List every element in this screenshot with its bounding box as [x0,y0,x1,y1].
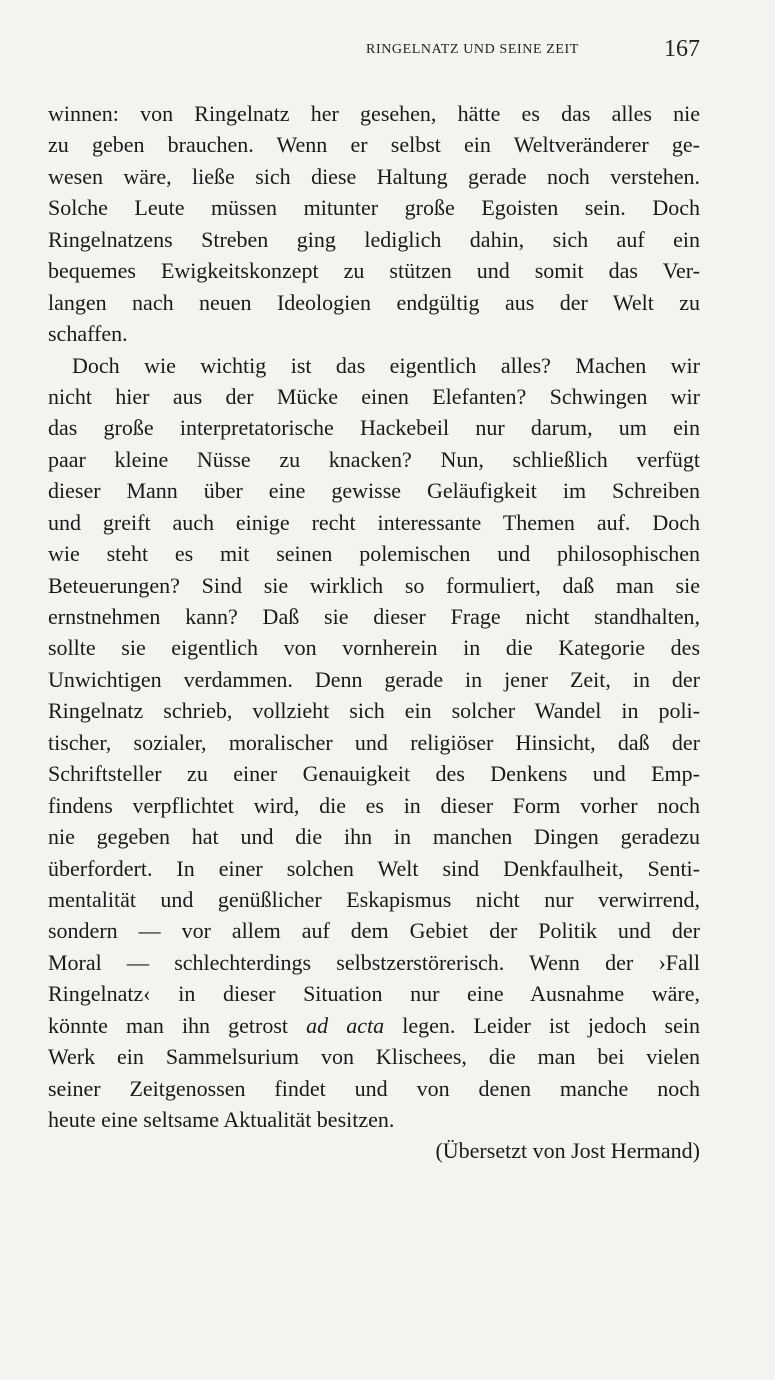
text-line: wesen wäre, ließe sich diese Haltung gerade noch verstehen. [48,163,700,189]
text-line: Ringelnatz‹ in dieser Situation nur eine Ausnahme wäre, [48,981,700,1007]
text-segment: könnte man ihn getrost [48,1012,289,1038]
text-line: Schriftsteller zu einer Genauigkeit des Denkens und Emp- [48,761,700,787]
text-line: dieser Mann über eine gewisse Geläufigkeit im Schreiben [48,478,700,504]
text-line: Beteuerungen? Sind sie wirklich so formuliert, daß man sie [48,572,700,598]
text-line: bequemes Ewigkeitskonzept zu stützen und somit das Ver- [48,258,700,284]
italic-phrase: ad acta [306,1012,385,1038]
running-head [48,36,700,64]
text-line: heute eine seltsame Aktualität besitzen. [48,1107,395,1132]
text-line [48,1010,700,1041]
text-line: ernstnehmen kann? Daß sie dieser Frage nicht standhalten, [48,604,700,629]
text-line: überfordert. In einer solchen Welt sind Denkfaulheit, Senti- [48,855,700,881]
text-line: das große interpretatorische Hackebeil nur darum, um ein [48,415,700,441]
text-line: sondern — vor allem auf dem Gebiet der Politik und der [48,918,700,944]
running-title: RINGELNATZ UND SEINE ZEIT [366,42,579,57]
text-line: Solche Leute müssen mitunter große Egoisten sein. Doch [48,195,700,221]
text-line: sollte sie eigentlich von vornherein in die Kategorie des [48,635,700,661]
text-line: Werk ein Sammelsurium von Klischees, die man bei vielen [48,1044,700,1070]
text-line: wie steht es mit seinen polemischen und philosophischen [48,541,700,567]
text-line: mentalität und genüßlicher Eskapismus nicht nur verwirrend, [48,886,700,912]
text-line: langen nach neuen Ideologien endgültig aus der Welt zu [48,289,700,315]
text-line: und greift auch einige recht interessante Themen auf. Doch [48,509,700,535]
text-line: paar kleine Nüsse zu knacken? Nun, schließlich verfügt [48,446,700,472]
body-text [48,98,700,1167]
text-line: Ringelnatz schrieb, vollzieht sich ein solcher Wandel in poli- [48,698,700,724]
text-line: Moral — schlechterdings selbstzerstörerisch. Wenn der ›Fall [48,949,700,975]
text-line: Doch wie wichtig ist das eigentlich alles? Machen wir [72,352,700,378]
text-line: tischer, sozialer, moralischer und religiöser Hinsicht, daß der [48,729,700,755]
text-line: winnen: von Ringelnatz her gesehen, hätte es das alles nie [48,101,700,126]
text-line: schaffen. [48,321,128,347]
text-segment: legen. Leider ist jedoch sein [402,1012,700,1038]
text-line: Unwichtigen verdammen. Denn gerade in jener Zeit, in der [48,666,700,692]
text-line: seiner Zeitgenossen findet und von denen manche noch [48,1075,700,1101]
text-line: findens verpflichtet wird, die es in dieser Form vorher noch [48,792,700,818]
page-number: 167 [664,36,700,62]
text-line: nie gegeben hat und die ihn in manchen Dingen geradezu [48,824,700,850]
text-line: zu geben brauchen. Wenn er selbst ein Weltveränderer ge- [48,132,700,158]
translator-note: (Übersetzt von Jost Hermand) [435,1138,700,1164]
text-line: Ringelnatzens Streben ging lediglich dahin, sich auf ein [48,226,700,252]
text-line: nicht hier aus der Mücke einen Elefanten? Schwingen wir [48,383,700,409]
